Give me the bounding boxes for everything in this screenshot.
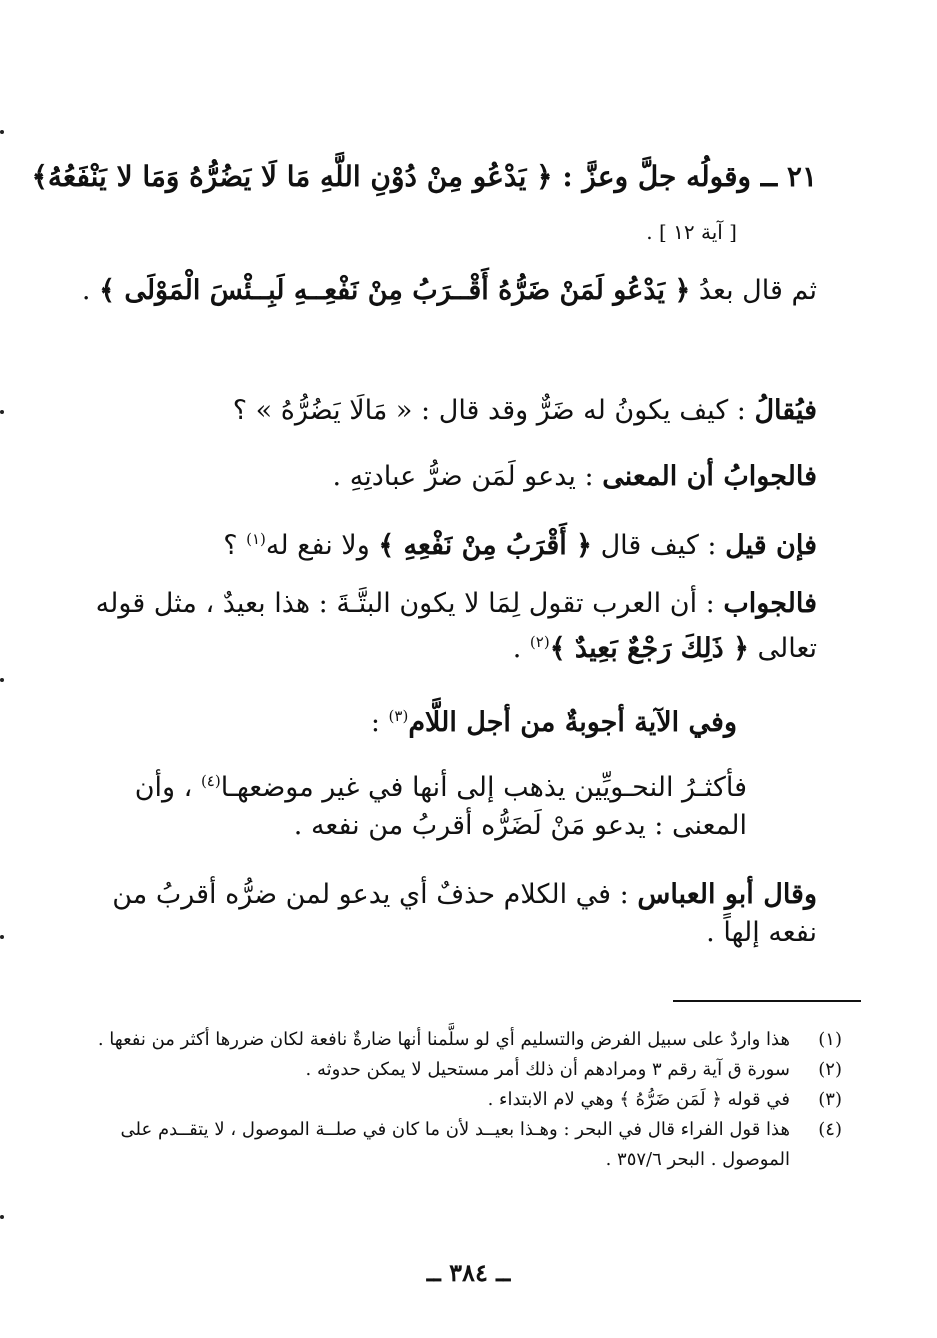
page-number: ــ ٣٨٤ ــ (426, 1258, 511, 1287)
p1-verse: ﴿ يَدْعُو لَمَنْ ضَرُّهُ أَقْــرَبُ مِنْ نَفْعِــهِ لَبِــئْسَ الْمَوْلَى ﴾ (99, 275, 691, 306)
p4-end: ولا نفع له (265, 530, 379, 561)
p8-text: : في الكلام حذفٌ أي يدعو لمن ضرُّه أقربُ من نفعه إلهاً . (112, 879, 817, 948)
scan-edge-mark (0, 410, 4, 414)
footnote-text: سورة ق آية رقم ٣ ومرادهم أن ذلك أمر مستحيل لا يمكن حدوثه . (305, 1059, 790, 1080)
p7-end: ، وأن المعنى : يدعو مَنْ لَضَرُّه أقربُ من نفعه . (134, 772, 747, 841)
p2-label: فيُقالُ (754, 395, 817, 426)
footnote-ref-1: (١) (246, 530, 266, 548)
p1-end: . (81, 275, 100, 306)
entry-verse: ﴿ يَدْعُو مِنْ دُوْنِ اللَّهِ مَا لَا يَضُرُّهُ وَمَا لا يَنْفَعُهُ﴾ (31, 160, 553, 193)
paragraph-6 (80, 697, 737, 742)
footnote-4 (80, 1115, 842, 1175)
p4-verse: ﴿ أَقْرَبُ مِنْ نَفْعِهِ ﴾ (378, 530, 592, 561)
entry-heading (31, 160, 817, 193)
p4-label: فإن قيل (725, 530, 817, 561)
footnote-ref-2: (٢) (529, 633, 550, 651)
footnote-2 (80, 1055, 842, 1085)
footnote-ref-3: (٣) (388, 707, 409, 725)
footnote-divider (673, 1000, 861, 1002)
p3-text: : يدعو لَمَن ضرُّ عبادتِهِ . (332, 461, 603, 492)
p1-text: ثم قال بعدُ (698, 275, 817, 306)
paragraph-4 (80, 520, 817, 565)
p6-end: : (370, 707, 389, 738)
p4-text: : كيف قال (591, 530, 726, 561)
p4-tail: ؟ (223, 530, 247, 561)
p5-text: : أن العرب تقول لِمَا لا يكون البتَّـةَ : هذا بعيدٌ ، مثل قوله تعالى (95, 588, 817, 664)
entry-dash: ــ (760, 160, 778, 193)
p7-text: فأكثـرُ النحـويِّين يذهب إلى أنها في غير موضعهـا (220, 772, 747, 803)
paragraph-8 (80, 876, 817, 952)
footnote-text: هذا قول الفراء قال في البحر : وهـذا بعيــد لأن ما كان في صلــة الموصول ، لا يتقــدم على الموصول . البحر ٣٥٧/٦ . (120, 1119, 790, 1170)
paragraph-1 (80, 272, 817, 310)
footnote-number: (٢) (818, 1059, 842, 1080)
p2-text: : كيف يكونُ له ضَرٌّ وقد قال : « مَالَا يَضُرُّهُ » ؟ (232, 395, 755, 426)
entry-number: ٢١ (786, 160, 817, 193)
p5-end: . (512, 633, 530, 664)
footnote-number: (٣) (818, 1089, 842, 1110)
footnote-text: هذا واردٌ على سبيل الفرض والتسليم أي لو سلَّمنا أنها ضارةٌ نافعة لكان ضررها أكثر من نفعها . (97, 1029, 790, 1050)
p6-label: وفي الآية أجوبةٌ من أجل اللَّام (408, 707, 737, 738)
paragraph-2 (80, 392, 817, 430)
entry-intro: وقولُه جلَّ وعزَّ : (562, 160, 752, 193)
footnote-3 (80, 1085, 842, 1115)
paragraph-7 (80, 762, 747, 845)
paragraph-5 (80, 585, 817, 668)
scan-edge-mark (0, 935, 4, 939)
footnotes (80, 1025, 842, 1175)
p5-verse: ﴿ ذَلِكَ رَجْعٌ بَعِيدٌ ﴾ (549, 633, 749, 664)
footnote-text: في قوله ﴿ لَمَن ضَرُّهُ ﴾ وهي لام الابتداء . (487, 1089, 790, 1110)
verse-reference: [ آية ١٢ ] . (646, 220, 737, 244)
scan-edge-mark (0, 130, 4, 134)
footnote-1 (80, 1025, 842, 1055)
scan-edge-mark (0, 678, 4, 682)
footnote-number: (١) (818, 1029, 842, 1050)
p3-label: فالجوابُ أن المعنى (602, 461, 817, 492)
p8-label: وقال أبو العباس (637, 879, 817, 910)
footnote-number: (٤) (818, 1119, 842, 1140)
scan-edge-mark (0, 1215, 4, 1219)
p5-label: فالجواب (723, 588, 817, 619)
paragraph-3 (80, 458, 817, 496)
footnote-ref-4: (٤) (200, 772, 221, 790)
